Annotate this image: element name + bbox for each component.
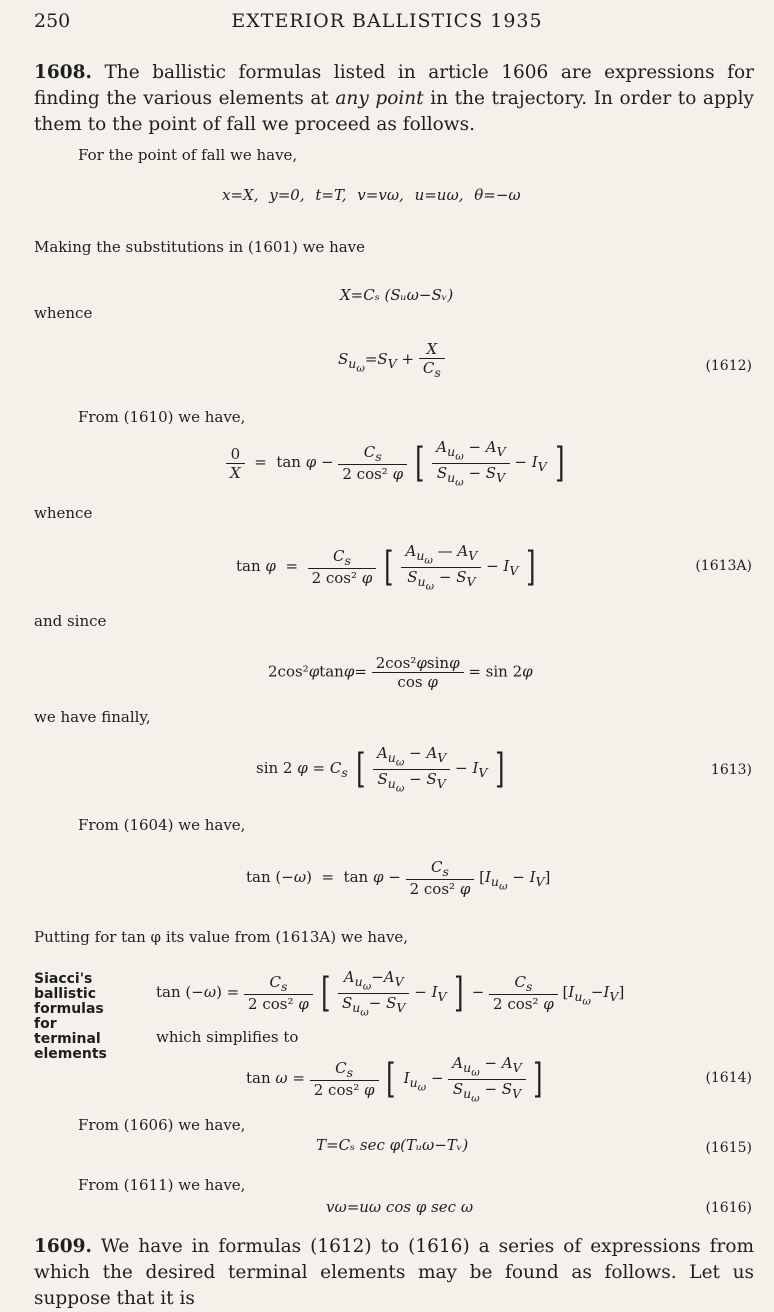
text-from-1610: From (1610) we have, bbox=[78, 408, 246, 426]
page-number: 250 bbox=[34, 10, 71, 32]
equation-point-of-fall: x=X, y=0, t=T, v=vω, u=uω, θ=−ω bbox=[222, 186, 521, 204]
equation-1615: T=Cₛ sec φ(Tᵤω−Tᵥ) bbox=[316, 1136, 469, 1154]
equation-1614: tan ω = $\frac{C_s}{\text{2 cos² φ}}$ [ $I_{u_\omega}$ − $\frac{A_{u_\omega} - A_V}{S_{u_\omega} - S_V}$ ] bbox=[246, 1054, 543, 1104]
article-number: 1608. bbox=[34, 62, 92, 83]
eq-number-1616: (1616) bbox=[705, 1200, 752, 1216]
text-from-1606: From (1606) we have, bbox=[78, 1116, 246, 1134]
running-title: EXTERIOR BALLISTICS 1935 bbox=[231, 10, 543, 32]
paragraph-1608: 1608. The ballistic formulas listed in article 1606 are expressions for finding the various elements at any point in the trajectory. In order to apply them to the point of fall we proceed as follows. bbox=[34, 62, 755, 135]
text-putting: Putting for tan φ its value from (1613A) we have, bbox=[34, 928, 409, 946]
text-from-1611: From (1611) we have, bbox=[78, 1176, 246, 1194]
equation-substituted: tan (−ω) = $\frac{C_s}{\text{2 cos² φ}}$ [ $\frac{A_{u_\omega}-A_V}{S_{u_\omega}- S_V}$ − $I_V$ ] − $\frac{C_s}{\text{2 cos² φ}}$ $[I_{u_\omega}-I_V]$ bbox=[156, 968, 625, 1018]
paragraph-1609: 1609. We have in formulas (1612) to (1616) a series of expressions from which the desired terminal elements may be found as follows. Let us suppose that it is bbox=[34, 1236, 754, 1309]
eq-number-1614: (1614) bbox=[705, 1070, 752, 1086]
text-making: Making the substitutions in (1601) we have bbox=[34, 238, 366, 256]
text-for-point: For the point of fall we have, bbox=[78, 146, 298, 164]
equation-1612: $S_{u_\omega}=S_V$ + $\frac{X}{C_s}$ bbox=[338, 340, 445, 380]
equation-1610: $\frac{0}{X}$ = tan φ − $\frac{C_s}{\text{2 cos² φ}}$ [ $\frac{A_{u_\omega} - A_V}{S_{u_\omega} - S_V}$ − $I_V$ ] bbox=[226, 438, 567, 488]
text-finally: we have finally, bbox=[34, 708, 151, 726]
text-from-1604: From (1604) we have, bbox=[78, 816, 246, 834]
equation-1613a: tan φ = $\frac{C_s}{\text{2 cos² φ}}$ [ $\frac{A_{u_\omega} — A_V}{S_{u_\omega} - S_V}$ − $I_V$ ] bbox=[236, 542, 536, 592]
equation-x: X=Cₛ (Sᵤω−Sᵥ) bbox=[340, 286, 454, 304]
article-number: 1609. bbox=[34, 1236, 92, 1257]
equation-1616: vω=uω cos φ sec ω bbox=[326, 1198, 474, 1216]
eq-number-1615: (1615) bbox=[705, 1140, 752, 1156]
eq-number-1613: 1613) bbox=[710, 762, 752, 778]
text-and-since: and since bbox=[34, 612, 107, 630]
text-whence-2: whence bbox=[34, 504, 93, 522]
text-simplifies: which simplifies to bbox=[156, 1028, 299, 1046]
equation-1613: sin 2 $\varphi = C_s$ [ $\frac{A_{u_\omega} - A_V}{S_{u_\omega} - S_V}$ − $I_V$ ] bbox=[256, 744, 505, 794]
equation-1604: tan (−ω) = tan φ − $\frac{C_s}{\text{2 cos² φ}}$ $[I_{u_\omega} - I_V]$ bbox=[246, 858, 551, 898]
eq-number-1613a: (1613A) bbox=[695, 558, 752, 574]
eq-number-1612: (1612) bbox=[705, 358, 752, 374]
text-whence-1: whence bbox=[34, 304, 93, 322]
sidenote: Siacci's ballistic formulas for terminal elements bbox=[34, 971, 107, 1062]
equation-identity: 2cos²φtanφ= $\frac{\text{2cos²φsinφ}}{\text{cos φ}}$ = sin 2φ bbox=[268, 654, 533, 691]
